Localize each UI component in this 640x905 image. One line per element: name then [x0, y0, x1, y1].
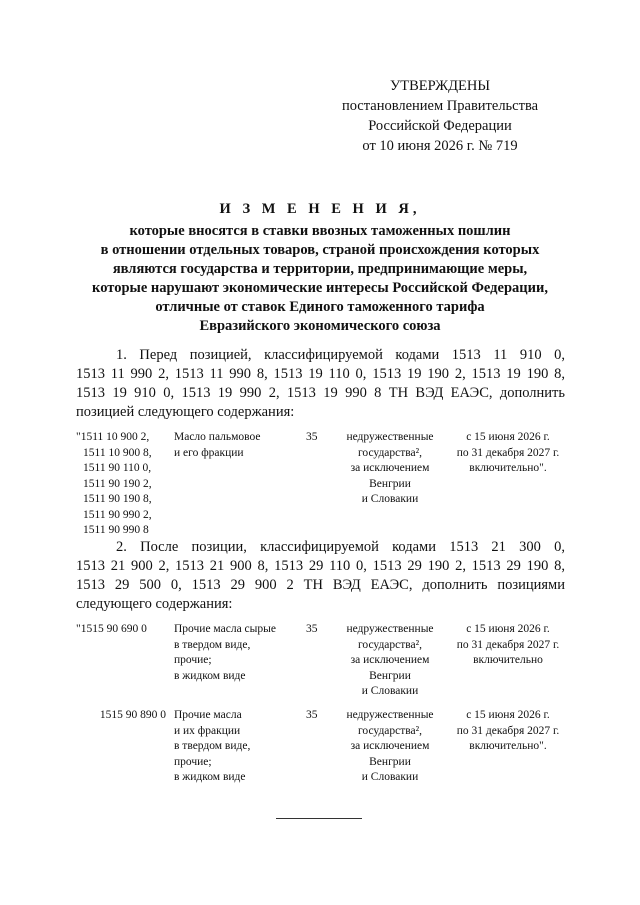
goods-name-line: прочие; — [174, 654, 212, 666]
paragraph-line: 1513 29 500 0, 1513 29 900 2 ТН ВЭД ЕАЭС, дополнить позициями — [76, 577, 565, 593]
goods-name-line: в твердом виде, — [174, 638, 251, 651]
term-line: с 15 июня 2026 г. — [466, 431, 550, 443]
goods-name-line: и его фракции — [174, 446, 244, 459]
heading-line: отличные от ставок Единого таможенного тарифа — [155, 299, 485, 315]
approved-government: Российской Федерации — [368, 118, 512, 134]
countries-cell — [336, 430, 444, 508]
countries-line: Венгрии — [369, 755, 411, 768]
goods-name-cell — [174, 708, 294, 786]
countries-line: государства², — [358, 724, 422, 737]
validity-term-cell — [446, 622, 570, 669]
tariff-code: 1511 10 900 8, — [83, 446, 152, 459]
countries-cell — [336, 708, 444, 786]
countries-line: недружественные — [346, 623, 434, 635]
paragraph-line: следующего содержания: — [76, 596, 233, 612]
section-2-text — [76, 538, 565, 614]
paragraph-line: 1. Перед позицией, классифицируемой кодами 1513 11 910 0, — [116, 347, 565, 363]
term-line: по 31 декабря 2027 г. — [456, 446, 560, 459]
tariff-code: 1511 90 110 0, — [83, 462, 152, 474]
tariff-codes-cell — [76, 622, 171, 638]
duty-rate-cell — [306, 622, 332, 638]
heading-line: Евразийского экономического союза — [199, 318, 441, 334]
duty-rate: 35 — [306, 431, 318, 443]
goods-name-line: в жидком виде — [174, 771, 246, 783]
tariff-code: 1511 90 190 2, — [83, 477, 152, 490]
tariff-code: "1515 90 690 0 — [76, 623, 147, 635]
tariff-code: 1511 90 990 2, — [83, 508, 152, 521]
countries-cell — [336, 622, 444, 700]
heading-line: являются государства и территории, предпринимающие меры, — [112, 261, 528, 277]
countries-line: и Словакии — [361, 685, 419, 697]
goods-name-cell — [174, 622, 294, 684]
term-line: с 15 июня 2026 г. — [466, 623, 550, 635]
countries-line: Венгрии — [369, 669, 411, 682]
goods-name-cell — [174, 430, 294, 461]
paragraph-line: 1513 11 990 2, 1513 11 990 8, 1513 19 110 0, 1513 19 190 2, 1513 19 190 8, — [76, 366, 565, 382]
duty-rate-cell — [306, 708, 332, 724]
countries-line: недружественные — [346, 431, 434, 443]
term-line: по 31 декабря 2027 г. — [456, 724, 560, 737]
duty-rate: 35 — [306, 623, 318, 635]
validity-term-cell — [446, 708, 570, 755]
goods-name-line: и их фракции — [174, 724, 241, 737]
goods-name-line: в жидком виде — [174, 669, 246, 682]
section-1-text — [76, 346, 565, 422]
validity-term-cell — [446, 430, 570, 477]
tariff-codes-cell — [76, 430, 171, 539]
term-line: включительно". — [469, 740, 547, 752]
countries-line: Венгрии — [369, 477, 411, 490]
goods-name-line: в твердом виде, — [174, 740, 251, 752]
countries-line: и Словакии — [361, 493, 419, 505]
approved-date-number: от 10 июня 2026 г. № 719 — [362, 138, 518, 154]
goods-name-line: Масло пальмовое — [174, 431, 261, 443]
heading-line: которые вносятся в ставки ввозных таможенных пошлин — [129, 223, 511, 239]
goods-name-line: Прочие масла сырые — [174, 623, 276, 635]
document-title: И З М Е Н Е Н И Я, — [219, 201, 421, 217]
paragraph-line: 1513 19 910 0, 1513 19 990 2, 1513 19 990 8 ТН ВЭД ЕАЭС, дополнить — [76, 385, 565, 401]
countries-line: за исключением — [350, 654, 430, 666]
paragraph-line: 1513 21 900 2, 1513 21 900 8, 1513 29 110 0, 1513 29 190 2, 1513 29 190 8, — [76, 558, 565, 574]
duty-rate-cell — [306, 430, 332, 446]
tariff-code: 1511 90 190 8, — [83, 493, 152, 505]
countries-line: за исключением — [350, 462, 430, 474]
duty-rate: 35 — [306, 709, 318, 721]
term-line: по 31 декабря 2027 г. — [456, 638, 560, 651]
term-line: с 15 июня 2026 г. — [466, 709, 550, 721]
footnote-separator — [276, 818, 362, 819]
countries-line: государства², — [358, 446, 422, 459]
document-heading — [60, 200, 580, 336]
tariff-codes-cell — [76, 708, 166, 724]
paragraph-line: 2. После позиции, классифицируемой кодами 1513 21 300 0, — [116, 539, 565, 555]
goods-name-line: прочие; — [174, 755, 212, 768]
term-line: включительно". — [469, 462, 547, 474]
approved-label: УТВЕРЖДЕНЫ — [389, 78, 491, 94]
term-line: включительно — [473, 654, 543, 666]
paragraph-line: позицией следующего содержания: — [76, 404, 295, 420]
tariff-code: "1511 10 900 2, — [76, 431, 150, 443]
approval-block — [340, 76, 540, 156]
countries-line: за исключением — [350, 740, 430, 752]
countries-line: недружественные — [346, 709, 434, 721]
goods-name-line: Прочие масла — [174, 709, 242, 721]
tariff-code: 1511 90 990 8 — [83, 524, 149, 536]
tariff-code: 1515 90 890 0 — [99, 709, 166, 721]
countries-line: и Словакии — [361, 771, 419, 783]
heading-line: в отношении отдельных товаров, страной происхождения которых — [100, 242, 540, 258]
heading-line: которые нарушают экономические интересы Российской Федерации, — [92, 280, 548, 296]
countries-line: государства², — [358, 638, 422, 651]
approved-by: постановлением Правительства — [341, 98, 539, 114]
